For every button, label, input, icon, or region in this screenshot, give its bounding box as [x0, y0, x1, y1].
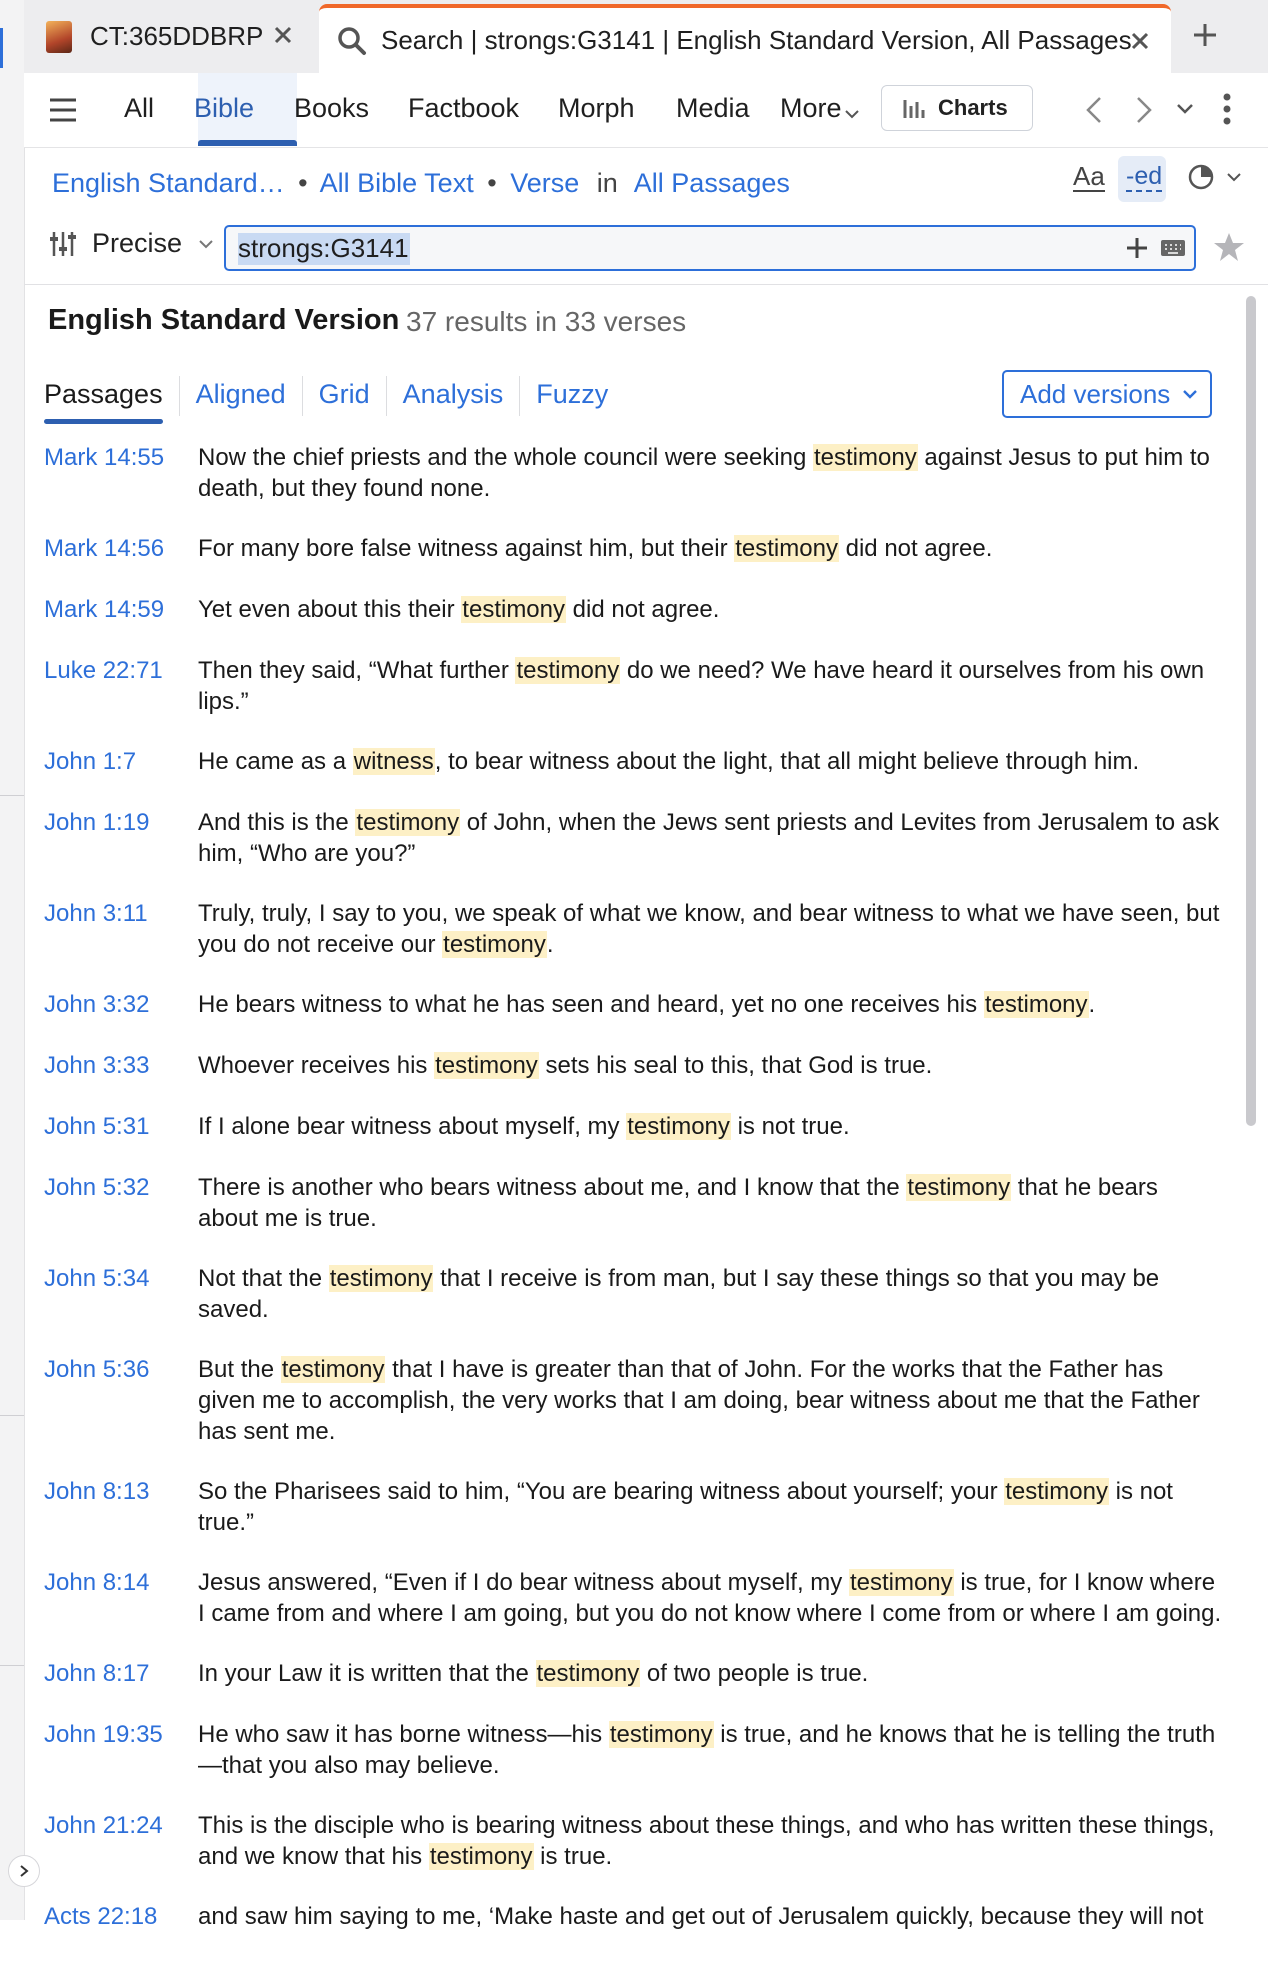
search-hit-highlight[interactable]: testimony	[435, 1052, 538, 1079]
chevron-left-icon[interactable]	[1084, 95, 1104, 125]
verse-text-before: For many bore false witness against him, but their	[198, 535, 735, 562]
verse-text-after: is not true.	[730, 1113, 850, 1140]
verse-text-before: Whoever receives his	[198, 1052, 435, 1079]
search-hit-highlight[interactable]: testimony	[443, 931, 546, 958]
verse-text-before: This is the disciple who is bearing witness about these things, and who has written these things, and we know that his	[198, 1812, 1215, 1870]
result-row	[44, 1111, 1224, 1143]
verse-text	[198, 1172, 1222, 1234]
verse-text-before: Then they said, “What further	[198, 657, 516, 684]
add-versions-label: Add versions	[1020, 378, 1171, 409]
result-row	[44, 1901, 1224, 1933]
result-row	[44, 807, 1224, 869]
verse-text-after: is true, and he knows that he is telling the truth—that you also may believe.	[198, 1721, 1216, 1779]
verse-text-before: And this is the	[198, 809, 356, 836]
search-hit-highlight[interactable]: testimony	[609, 1721, 713, 1748]
verse-reference-link[interactable]: John 3:32	[44, 991, 150, 1018]
verse-text	[198, 1658, 1222, 1690]
search-hit-highlight[interactable]: testimony	[984, 991, 1088, 1018]
verse-text-after: sets his seal to this, that God is true.	[538, 1052, 933, 1079]
bar-chart-icon	[902, 96, 928, 120]
breadcrumb-resource[interactable]: English Standard…	[52, 168, 285, 198]
left-panel-strip	[0, 0, 25, 1920]
verse-text	[198, 1354, 1222, 1447]
breadcrumb-separator: •	[298, 168, 308, 198]
tab-search[interactable]	[319, 4, 1171, 73]
verse-text-after: against Jesus to put him to death, but they found none.	[198, 444, 1210, 502]
verse-text	[198, 989, 1222, 1021]
result-row	[44, 442, 1224, 504]
charts-button[interactable]	[881, 85, 1033, 131]
verse-text	[198, 1263, 1222, 1325]
history-chevron-down-icon[interactable]	[1176, 103, 1194, 115]
charts-label: Charts	[938, 95, 1008, 120]
verse-text	[198, 1719, 1222, 1781]
verse-reference-link[interactable]: John 3:33	[44, 1052, 150, 1079]
close-icon[interactable]	[1127, 28, 1153, 54]
breadcrumb-unit[interactable]: Verse	[510, 168, 580, 198]
result-row	[44, 989, 1224, 1021]
verse-text-before: There is another who bears witness about me, and I know that the	[198, 1174, 907, 1201]
search-hit-highlight[interactable]: testimony	[735, 535, 838, 562]
verse-text	[198, 807, 1222, 869]
verse-reference-link[interactable]: John 1:19	[44, 809, 150, 836]
nav-media[interactable]: Media	[676, 93, 750, 123]
search-hit-highlight[interactable]: testimony	[329, 1265, 433, 1292]
verse-reference-link[interactable]: John 5:34	[44, 1265, 150, 1292]
verse-reference-link[interactable]: John 5:36	[44, 1356, 150, 1383]
verse-text-after: of John, when the Jews sent priests and Levites from Jerusalem to ask him, “Who are you?”	[198, 809, 1220, 867]
expand-panel-button[interactable]	[8, 1855, 40, 1887]
verse-reference-link[interactable]: Mark 14:55	[44, 444, 165, 471]
verse-reference-link[interactable]: John 8:17	[44, 1660, 150, 1687]
left-divider	[0, 1415, 24, 1416]
verse-text-after: did not agree.	[566, 596, 720, 623]
new-tab-plus-icon[interactable]	[1190, 20, 1220, 50]
tab-label: Passages	[44, 379, 163, 409]
verse-text-before: Truly, truly, I say to you, we speak of what we know, and bear witness to what we have seen, but you do not receive our	[198, 900, 1220, 958]
verse-text-after: is true, for I know where I came from and where I am going, but you do not know where I come from or where I am going.	[198, 1569, 1222, 1627]
verse-text-before: If I alone bear witness about myself, my	[198, 1113, 627, 1140]
tab-ct365ddbrp[interactable]	[24, 0, 314, 73]
search-hit-highlight[interactable]: testimony	[429, 1843, 533, 1870]
search-box[interactable]	[224, 225, 1196, 271]
nav-more[interactable]: More	[780, 93, 842, 123]
tab-aligned[interactable]: Aligned	[179, 376, 302, 416]
add-term-plus-icon[interactable]	[1124, 235, 1150, 261]
verse-text	[198, 898, 1222, 960]
close-icon[interactable]	[270, 22, 296, 48]
breadcrumb-range[interactable]: All Passages	[633, 168, 790, 198]
verse-reference-link[interactable]: John 8:14	[44, 1569, 150, 1596]
result-row	[44, 1263, 1224, 1325]
breadcrumb	[52, 168, 790, 199]
active-tab-underline	[44, 419, 163, 424]
visual-filter-icon[interactable]	[1186, 162, 1216, 192]
chevron-right-icon[interactable]	[1134, 95, 1154, 125]
tab-fuzzy[interactable]: Fuzzy	[519, 376, 624, 416]
hamburger-menu-icon[interactable]	[48, 97, 78, 123]
results-list	[44, 442, 1224, 1962]
active-nav-underline	[198, 140, 297, 146]
verse-text-before: He who saw it has borne witness—his	[198, 1721, 609, 1748]
search-icon	[337, 26, 367, 56]
verse-text-before: and saw him saying to me, ‘Make haste and get out of Jerusalem quickly, because they will not	[198, 1903, 1204, 1930]
result-row	[44, 898, 1224, 960]
search-hit-highlight[interactable]: testimony	[281, 1356, 385, 1383]
nav-morph[interactable]: Morph	[558, 93, 635, 123]
scrollbar-thumb[interactable]	[1246, 296, 1256, 1126]
search-hit-highlight[interactable]: testimony	[627, 1113, 730, 1140]
search-hit-highlight[interactable]: testimony	[1005, 1478, 1108, 1505]
breadcrumb-separator: •	[487, 168, 497, 198]
left-panel-indicator	[0, 28, 3, 68]
result-row	[44, 1658, 1224, 1690]
verse-reference-link[interactable]: Mark 14:59	[44, 596, 165, 623]
verse-text-after: is not true.”	[198, 1478, 1173, 1536]
verse-text-before: Not that the	[198, 1265, 329, 1292]
results-version-title: English Standard Version	[48, 304, 400, 336]
result-row	[44, 746, 1224, 778]
verse-text-before: He bears witness to what he has seen and heard, yet no one receives his	[198, 991, 984, 1018]
inflected-forms-label: -ed	[1126, 162, 1163, 190]
result-row	[44, 1567, 1224, 1629]
search-hit-highlight[interactable]: testimony	[536, 1660, 640, 1687]
verse-text-after: do we need? We have heard it ourselves from his own lips.”	[198, 657, 1205, 715]
chevron-down-icon	[844, 109, 860, 119]
chevron-right-icon	[17, 1864, 31, 1878]
sliders-icon	[48, 229, 78, 259]
verse-reference-link[interactable]: John 19:35	[44, 1721, 163, 1748]
result-row	[44, 1050, 1224, 1082]
verse-text-before: He came as a	[198, 748, 353, 775]
verse-text-after: that he bears about me is true.	[198, 1174, 1158, 1232]
result-row	[44, 1719, 1224, 1781]
result-row	[44, 1476, 1224, 1538]
verse-text	[198, 1476, 1222, 1538]
search-hit-highlight[interactable]: testimony	[356, 809, 460, 836]
result-row	[44, 1172, 1224, 1234]
verse-text	[198, 655, 1222, 717]
search-input[interactable]	[238, 231, 1078, 265]
verse-text-after: is true.	[533, 1843, 613, 1870]
verse-text-after: .	[546, 931, 554, 958]
verse-text-after: .	[1088, 991, 1096, 1018]
chevron-down-icon[interactable]	[1226, 172, 1242, 182]
add-versions-button[interactable]	[1002, 370, 1212, 418]
library-nav-bar	[24, 73, 1268, 148]
font-settings-button[interactable]: Aa	[1073, 161, 1105, 191]
search-hit-highlight[interactable]: testimony	[516, 657, 620, 684]
chevron-down-icon	[1182, 389, 1198, 399]
verse-text-before: So the Pharisees said to him, “You are bearing witness about yourself; your	[198, 1478, 1005, 1505]
verse-reference-link[interactable]: Acts 22:18	[44, 1903, 158, 1930]
tab-title: CT:365DDBRP	[90, 21, 264, 51]
result-row	[44, 533, 1224, 565]
resource-thumbnail-icon	[46, 21, 72, 53]
more-options-icon[interactable]	[1222, 93, 1232, 125]
verse-text-after: of two people is true.	[640, 1660, 869, 1687]
verse-reference-link[interactable]: Mark 14:56	[44, 535, 165, 562]
verse-text-after: , to bear witness about the light, that all might believe through him.	[434, 748, 1140, 775]
search-hit-highlight[interactable]: testimony	[462, 596, 565, 623]
verse-text	[198, 442, 1222, 504]
verse-text	[198, 1567, 1222, 1629]
result-row	[44, 1354, 1224, 1447]
verse-text	[198, 746, 1222, 778]
result-row	[44, 655, 1224, 717]
verse-text	[198, 1810, 1222, 1872]
verse-text-before: Yet even about this their	[198, 596, 462, 623]
favorite-star-icon[interactable]	[1212, 230, 1246, 264]
verse-text	[198, 1901, 1222, 1933]
breadcrumb-in: in	[596, 168, 618, 198]
tab-title: Search | strongs:G3141 | English Standard Version, All Passages	[381, 25, 1132, 55]
search-mode-dropdown[interactable]	[48, 228, 214, 259]
verse-reference-link[interactable]: John 21:24	[44, 1812, 163, 1839]
tab-analysis[interactable]: Analysis	[386, 376, 520, 416]
verse-text-after: that I have is greater than that of John. For the works that the Father has given me to accomplish, the very works that I am doing, bear witness about me that the Father has sent me.	[198, 1356, 1200, 1445]
inflected-forms-toggle[interactable]	[1118, 156, 1166, 202]
verse-text-after: that I receive is from man, but I say these things so that you may be saved.	[198, 1265, 1160, 1323]
search-hit-highlight[interactable]: testimony	[814, 444, 917, 471]
verse-text	[198, 1050, 1222, 1082]
verse-text-before: In your Law it is written that the	[198, 1660, 536, 1687]
result-row	[44, 594, 1224, 626]
verse-text	[198, 533, 1222, 565]
verse-text-before: Now the chief priests and the whole council were seeking	[198, 444, 813, 471]
tab-passages[interactable]	[44, 376, 179, 416]
verse-reference-link[interactable]: John 1:7	[44, 748, 137, 775]
left-divider	[0, 1665, 24, 1666]
verse-reference-link[interactable]: John 5:31	[44, 1113, 150, 1140]
result-row	[44, 1810, 1224, 1872]
nav-books[interactable]: Books	[294, 93, 370, 123]
header-divider	[24, 284, 1268, 285]
verse-reference-link[interactable]: John 3:11	[44, 900, 148, 927]
search-hit-highlight[interactable]: witness	[353, 748, 434, 775]
verse-text	[198, 594, 1222, 626]
nav-factbook[interactable]: Factbook	[408, 93, 520, 123]
verse-reference-link[interactable]: John 5:32	[44, 1174, 150, 1201]
verse-text-after: did not agree.	[838, 535, 993, 562]
verse-text-before: But the	[198, 1356, 281, 1383]
verse-reference-link[interactable]: Luke 22:71	[44, 657, 163, 684]
verse-text-before: Jesus answered, “Even if I do bear witness about myself, my	[198, 1569, 849, 1596]
tab-grid[interactable]: Grid	[302, 376, 386, 416]
breadcrumb-scope[interactable]: All Bible Text	[319, 168, 474, 198]
nav-all[interactable]: All	[124, 93, 155, 123]
nav-bible[interactable]: Bible	[194, 93, 255, 123]
results-view-tabs	[44, 376, 624, 416]
chevron-down-icon	[198, 239, 214, 249]
verse-text	[198, 1111, 1222, 1143]
verse-reference-link[interactable]: John 8:13	[44, 1478, 150, 1505]
keyboard-icon[interactable]	[1160, 239, 1186, 257]
search-hit-highlight[interactable]: testimony	[849, 1569, 953, 1596]
search-mode-label: Precise	[92, 228, 183, 258]
results-count: 37 results in 33 verses	[406, 306, 687, 337]
search-hit-highlight[interactable]: testimony	[907, 1174, 1011, 1201]
left-divider	[0, 795, 24, 796]
